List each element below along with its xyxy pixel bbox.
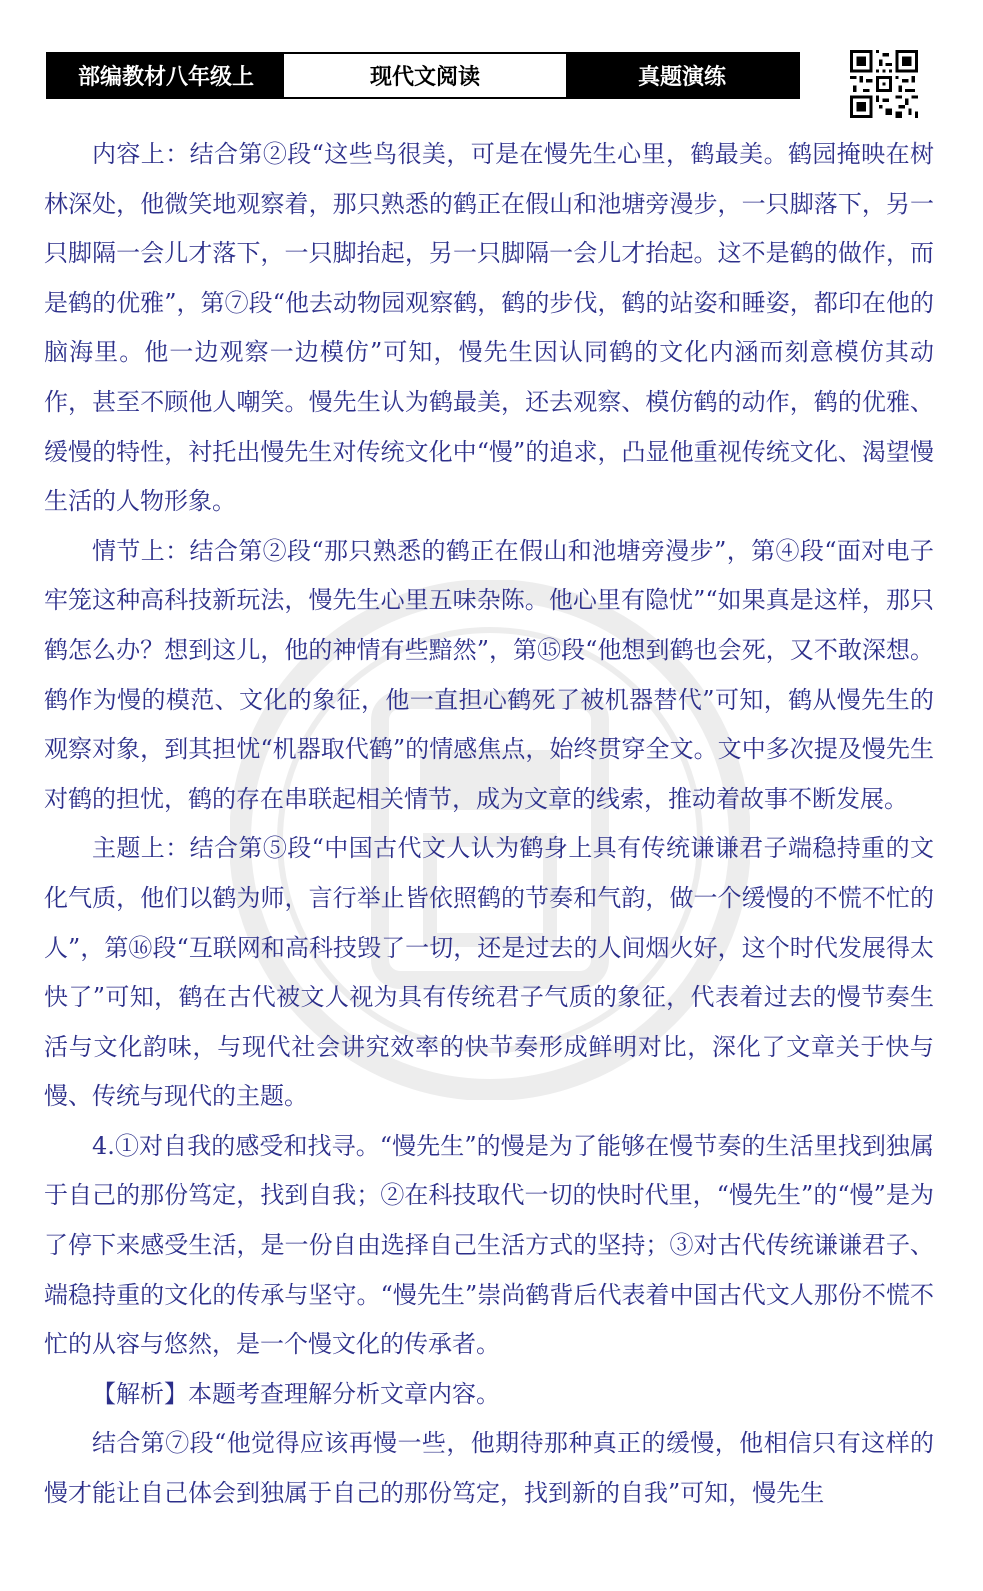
paragraph-explanation-label: 【解析】本题考查理解分析文章内容。	[92, 1379, 500, 1408]
answer-content	[44, 130, 934, 1519]
paragraph-theme-analysis: 主题上：结合第⑤段“中国古代文人认为鹤身上具有传统谦谦君子端稳持重的文化气质，他们以鹤为师，言行举止皆依照鹤的节奏和气韵，做一个缓慢的不慌不忙的人”，第⑯段“互联网和高科技毁了一切，还是过去的人间烟火好，这个时代发展得太快了”可知，鹤在古代被文人视为具有传统君子气质的象征，代表着过去的慢节奏生活与文化韵味，与现代社会讲究效率的快节奏形成鲜明对比，深化了文章关于快与慢、传统与现代的主题。	[44, 834, 934, 1111]
header-bar	[46, 52, 800, 99]
paragraph-explanation-body: 结合第⑦段“他觉得应该再慢一些，他期待那种真正的缓慢，他相信只有这样的慢才能让自己体会到独属于自己的那份笃定，找到新的自我”可知，慢先生	[44, 1429, 934, 1508]
paragraph-plot-analysis: 情节上：结合第②段“那只熟悉的鹤正在假山和池塘旁漫步”，第④段“面对电子牢笼这种高科技新玩法，慢先生心里五味杂陈。他心里有隐忧”“如果真是这样，那只鹤怎么办？想到这儿，他的神情有些黯然”，第⑮段“他想到鹤也会死，又不敢深想。鹤作为慢的模范、文化的象征，他一直担心鹤死了被机器替代”可知，鹤从慢先生的观察对象，到其担忧“机器取代鹤”的情感焦点，始终贯穿全文。文中多次提及慢先生对鹤的担忧，鹤的存在串联起相关情节，成为文章的线索，推动着故事不断发展。	[44, 536, 934, 813]
header-textbook-label: 部编教材八年级上	[48, 54, 284, 97]
paragraph-content-analysis: 内容上：结合第②段“这些鸟很美，可是在慢先生心里，鹤最美。鹤园掩映在树林深处，他微笑地观察着，那只熟悉的鹤正在假山和池塘旁漫步，一只脚落下，另一只脚隔一会儿才落下，一只脚抬起，另一只脚隔一会儿才抬起。这不是鹤的做作，而是鹤的优雅”，第⑦段“他去动物园观察鹤，鹤的步伐，鹤的站姿和睡姿，都印在他的脑海里。他一边观察一边模仿”可知，慢先生因认同鹤的文化内涵而刻意模仿其动作，甚至不顾他人嘲笑。慢先生认为鹤最美，还去观察、模仿鹤的动作，鹤的优雅、缓慢的特性，衬托出慢先生对传统文化中“慢”的追求，凸显他重视传统文化、渴望慢生活的人物形象。	[44, 140, 934, 516]
paragraph-answer-4: 4.①对自我的感受和找寻。“慢先生”的慢是为了能够在慢节奏的生活里找到独属于自己的那份笃定，找到自我；②在科技取代一切的快时代里，“慢先生”的“慢”是为了停下来感受生活，是一份自由选择自己生活方式的坚持；③对古代传统谦谦君子、端稳持重的文化的传承与坚守。“慢先生”崇尚鹤背后代表着中国古代文人那份不慌不忙的从容与悠然，是一个慢文化的传承者。	[44, 1131, 934, 1359]
header-practice-label: 真题演练	[566, 54, 798, 97]
header-section-label: 现代文阅读	[284, 54, 566, 97]
qr-code-icon	[850, 50, 918, 118]
